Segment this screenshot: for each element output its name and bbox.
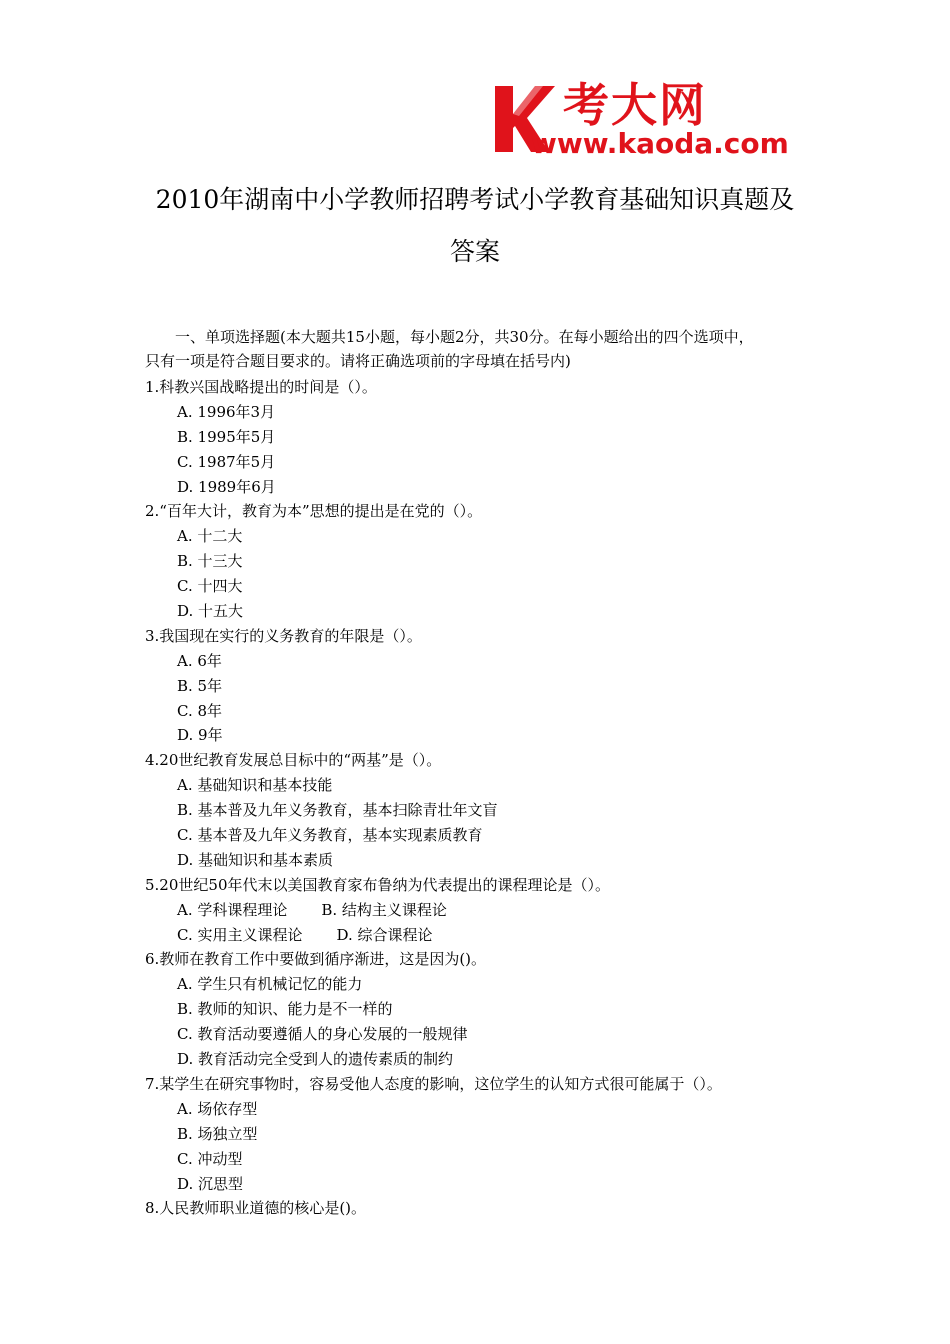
- question-list: [145, 375, 825, 1221]
- section-intro: [145, 325, 815, 373]
- question-6-option-d: D. 教育活动完全受到人的遗传素质的制约: [177, 1050, 454, 1069]
- question-1-stem: 1.科教兴国战略提出的时间是（）。: [145, 378, 377, 396]
- question-5-option-b: B. 结构主义课程论: [321, 900, 447, 919]
- question-6-option-c: C. 教育活动要遵循人的身心发展的一般规律: [177, 1025, 468, 1044]
- question-2-option-d: D. 十五大: [177, 602, 244, 621]
- intro-line2: 只有一项是符合题目要求的。请将正确选项前的字母填在括号内): [145, 352, 571, 370]
- document-title-line2: 答案: [449, 237, 500, 266]
- question-5-options-row1: [145, 898, 825, 923]
- question-4-option-a: A. 基础知识和基本技能: [177, 776, 333, 795]
- question-7-option-a: A. 场依存型: [177, 1099, 258, 1118]
- question-7-option-b: B. 场独立型: [177, 1124, 258, 1143]
- question-6-option-b: B. 教师的知识、能力是不一样的: [177, 1000, 393, 1019]
- question-3-stem: 3.我国现在实行的义务教育的年限是（）。: [145, 626, 422, 645]
- question-5-option-c: C. 实用主义课程论: [177, 925, 303, 944]
- logo-brand-text: 考大网: [563, 78, 707, 132]
- question-7-option-c: C. 冲动型: [177, 1149, 243, 1168]
- question-5-option-a: A. 学科课程理论: [177, 900, 288, 919]
- question-5-option-d: D. 综合课程论: [336, 925, 433, 944]
- kaoda-logo: [491, 78, 811, 160]
- question-4-stem: 4.20世纪教育发展总目标中的“两基”是（）。: [145, 751, 442, 770]
- question-6-stem: 6.教师在教育工作中要做到循序渐进，这是因为()。: [145, 950, 487, 969]
- question-3-option-a: A. 6年: [177, 651, 222, 670]
- question-3-option-d: D. 9年: [177, 726, 223, 745]
- question-4-option-d: D. 基础知识和基本素质: [177, 850, 334, 869]
- question-2-option-a: A. 十二大: [177, 527, 243, 546]
- question-7-option-d: D. 沉思型: [177, 1174, 244, 1193]
- question-1-option-c: C. 1987年5月: [177, 452, 276, 471]
- question-5-options-row2: [145, 923, 825, 948]
- question-1-option-a: A. 1996年3月: [177, 402, 276, 421]
- question-2-option-c: C. 十四大: [177, 577, 243, 596]
- question-6-option-a: A. 学生只有机械记忆的能力: [177, 975, 363, 994]
- question-1-option-d: D. 1989年6月: [177, 477, 276, 496]
- logo-url-text: www.kaoda.com: [531, 127, 789, 160]
- question-3-option-b: B. 5年: [177, 676, 223, 695]
- question-1-option-b: B. 1995年5月: [177, 427, 276, 446]
- question-8-stem: 8.人民教师职业道德的核心是()。: [145, 1199, 367, 1218]
- question-4-option-b: B. 基本普及九年义务教育，基本扫除青壮年文盲: [177, 801, 498, 820]
- question-5-stem: 5.20世纪50年代末以美国教育家布鲁纳为代表提出的课程理论是（）。: [145, 875, 610, 894]
- question-3-option-c: C. 8年: [177, 701, 223, 720]
- intro-line1: 一、单项选择题(本大题共15小题，每小题2分，共30分。在每小题给出的四个选项中，: [175, 328, 754, 346]
- document-title-line1: 2010年湖南中小学教师招聘考试小学教育基础知识真题及: [155, 185, 795, 214]
- question-4-option-c: C. 基本普及九年义务教育，基本实现素质教育: [177, 826, 483, 845]
- question-2-stem: 2.“百年大计，教育为本”思想的提出是在党的（）。: [145, 502, 483, 521]
- question-7-stem: 7.某学生在研究事物时，容易受他人态度的影响，这位学生的认知方式很可能属于（）。: [145, 1074, 722, 1093]
- question-2-option-b: B. 十三大: [177, 552, 243, 571]
